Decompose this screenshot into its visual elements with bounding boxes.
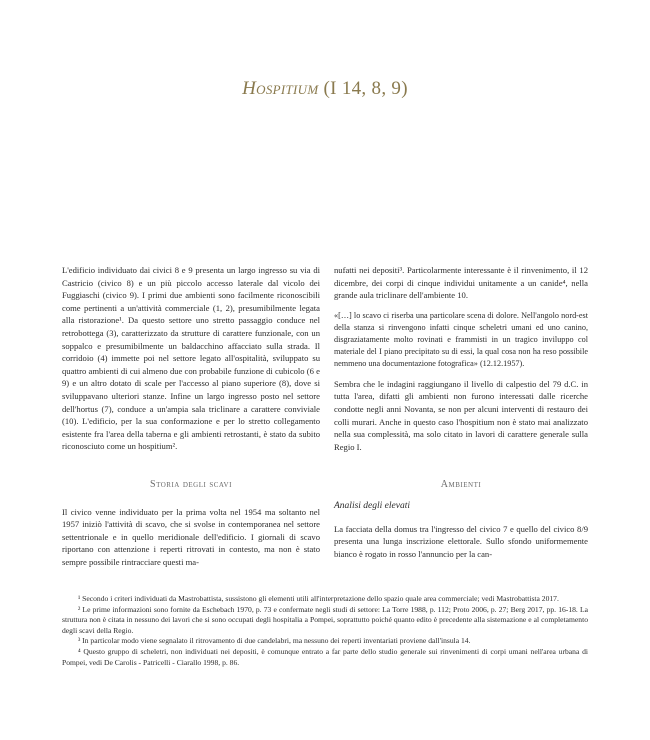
title-italic: Hospitium <box>242 78 319 99</box>
footnote-3: ³ In particolar modo viene segnalato il ritrovamento di due candelabri, ma nessuno dei reperti inventariati proviene dall'insula 14. <box>78 636 471 646</box>
title-reference: (I 14, 8, 9) <box>323 78 408 99</box>
right-column <box>334 264 588 560</box>
indagini-paragraph: Sembra che le indagini raggiungano il livello di calpestio del 79 d.C. in tutta l'area, difatti gli ambienti non furono interessati dalle ricerche condotte negli anni Novanta, se non per alcuni interventi di restauro dei colli murari. Anche in questo caso l'hospitium non è stato mai analizzato nella sua complessità, ma solo citato in lavori di carattere generale sulla Regio I. <box>334 378 588 452</box>
footnote-2: ² Le prime informazioni sono fornite da Eschebach 1970, p. 73 e confermate negli studi di settore: La Torre 1988, p. 112; Proto 2006, p. 27; Berg 2017, pp. 16-18. La struttura non è citata in nessuno dei lavori che si sono occupati degli hospitalia a Pompei, soprattutto poiché quanto edito è precedente alla sistemazione e al completamento degli scavi della Regio. <box>62 604 588 635</box>
continuation-paragraph: nufatti nei depositi³. Particolarmente interessante è il rinvenimento, il 12 dicembre, dei corpi di cinque individui unitamente a un canide⁴, nella grande aula triclinare dell'ambiente 10. <box>334 265 588 301</box>
section-heading-storia: Storia degli scavi <box>150 478 232 490</box>
footnote-4: ⁴ Questo gruppo di scheletri, non individuati nei depositi, è comunque entrato a far parte dello studio generale sui rinvenimenti di corpi umani nell'area urbana di Pompei, vedi De Carolis - Patricelli - Ciarallo 1998, p. 86. <box>62 646 588 667</box>
page-title <box>0 78 650 100</box>
section-heading-ambienti: Ambienti <box>440 479 482 491</box>
left-column <box>62 264 320 568</box>
footnote-1: ¹ Secondo i criteri individuati da Mastrobattista, sussistono gli elementi utili all'interpretazione dello spazio quale area commerciale; vedi Mastrobattista 2017. <box>78 594 559 603</box>
footnotes <box>62 594 588 668</box>
subsection-heading: Analisi degli elevati <box>334 500 410 511</box>
facciata-paragraph: La facciata della domus tra l'ingresso del civico 7 e quello del civico 8/9 presenta una lunga inscrizione elettorale. Sullo sfondo uniformemente bianco è rogato in rosso l'annuncio per la can- <box>334 523 588 559</box>
intro-paragraph: L'edificio individuato dai civici 8 e 9 presenta un largo ingresso su via di Castricio (civico 8) e un più piccolo accesso laterale dal vicolo dei Fuggiaschi (civico 9). I primi due ambienti sono facilmente riconoscibili come pertinenti a un'attività commerciale (1, 2), presumibilmente legata alla ristorazione¹. Da questo settore uno stretto passaggio conduce nel retrobottega (3), caratterizzato da strutture di carattere funzionale, con un soppalco e presumibilmente un baldacchino affacciato sulla strada. Il corridoio (4) immette poi nel settore legato all'ospitalità, sviluppato su quattro ambienti di cui almeno due con probabile funzione di cubicolo (6 e 9) e un altro dotato di scale per l'accesso al piano superiore (8), dove si sviluppavano ulteriori stanze. Infine un largo ingresso posto nel settore dell'hortus (7), conduce a un'ampia sala triclinare a carattere conviviale (10). L'edificio, per la sua conformazione e per lo stretto collegamento esistente fra l'area della taberna e gli ambienti retrostanti, è stato da subito riconosciuto come un hospitium². <box>62 265 320 452</box>
excavation-quote: «[…] lo scavo ci riserba una particolare scena di dolore. Nell'angolo nord-est della stanza si rinvengono infatti cinque scheletri umani ed uno canino, disgraziatamente molto rovinati e frammisti in un tragico inviluppo col materiale del I piano precipitato su di essi, la qual cosa non ha reso possibile nemmeno una documentazione fotografica» (12.12.1957). <box>334 310 588 368</box>
storia-paragraph: Il civico venne individuato per la prima volta nel 1954 ma soltanto nel 1957 iniziò l'attività di scavo, che si svolse in contemporanea nel settore settentrionale e in quello meridionale dell'edificio. I giornali di scavo riportano con attenzione i reperti ritrovati in contesto, ma non è stato sempre possibile rintracciare questi ma- <box>62 506 320 567</box>
